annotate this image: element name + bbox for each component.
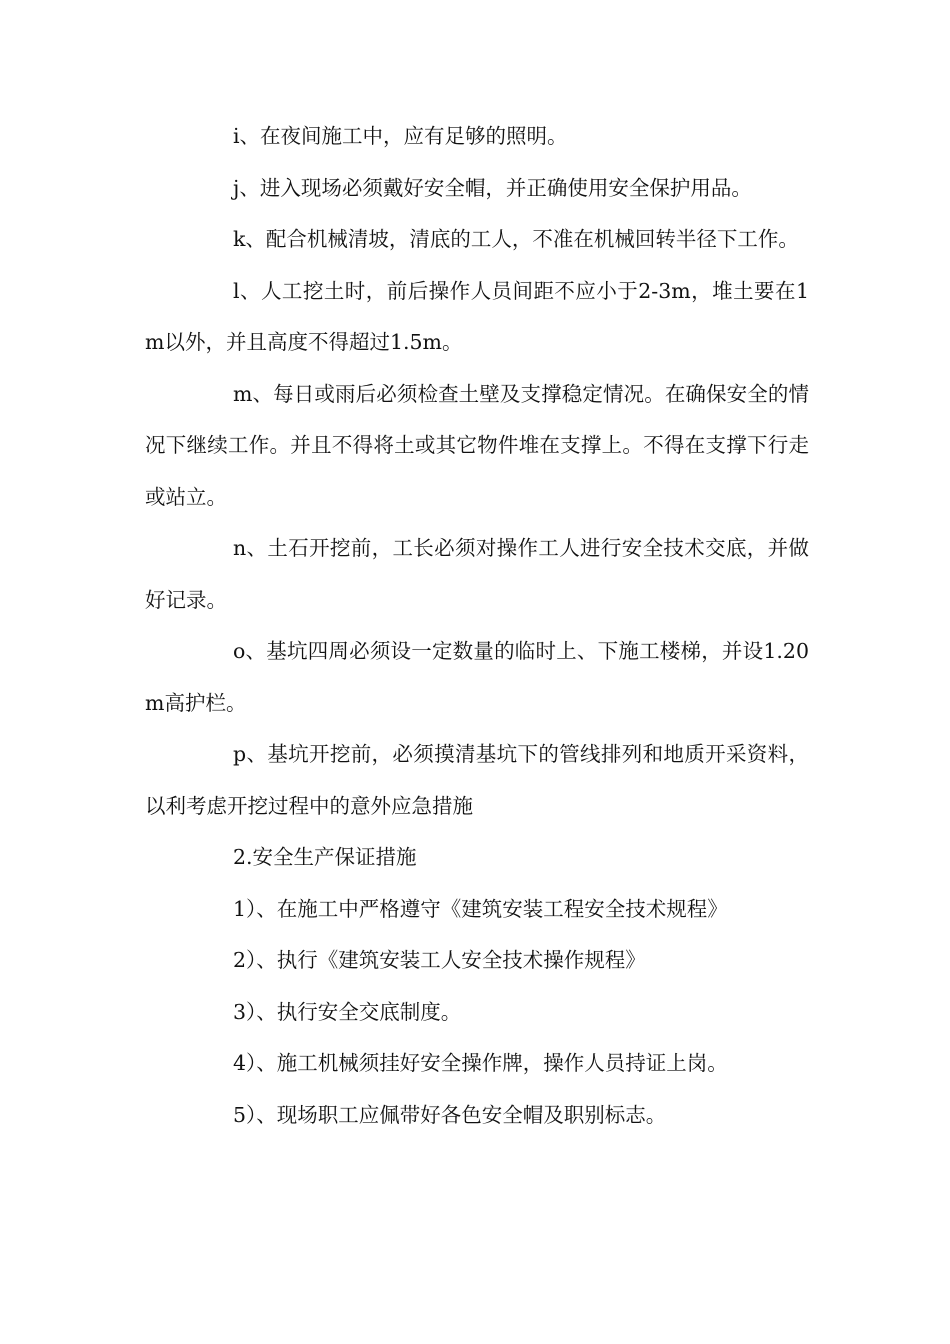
list-item-5: 5）、现场职工应佩带好各色安全帽及职别标志。 (233, 1102, 667, 1127)
paragraph-m-daily-inspection: m、每日或雨后必须检查土壁及支撑稳定情况。在确保安全的情况下继续工作。并且不得将土或其它物件堆在支撑上。不得在支撑下行走或站立。 (145, 381, 809, 509)
paragraph-j-safety-helmet: j、进入现场必须戴好安全帽，并正确使用安全保护用品。 (233, 175, 752, 200)
list-item-3: 3）、执行安全交底制度。 (233, 999, 462, 1024)
paragraph-k-machine-radius: k、配合机械清坡，清底的工人，不准在机械回转半径下工作。 (233, 227, 799, 251)
list-item-2: 2）、执行《建筑安装工人安全技术操作规程》 (233, 948, 646, 972)
document-body (145, 111, 809, 1141)
paragraph-n-safety-briefing: n、土石开挖前，工长必须对操作工人进行安全技术交底，并做好记录。 (145, 536, 809, 612)
section-heading-safety-measures: 2.安全生产保证措施 (233, 845, 417, 869)
paragraph-l-manual-excavation: l、人工挖土时，前后操作人员间距不应小于2-3m，堆土要在1m以外，并且高度不得超过1.5m。 (145, 278, 809, 354)
paragraph-i-night-lighting: i、在夜间施工中，应有足够的照明。 (233, 124, 568, 148)
list-item-1: 1）、在施工中严格遵守《建筑安装工程安全技术规程》 (233, 896, 728, 921)
paragraph-o-stairs-guardrail: o、基坑四周必须设一定数量的临时上、下施工楼梯，并设1.20m高护栏。 (145, 639, 809, 715)
paragraph-p-pipeline-survey: p、基坑开挖前，必须摸清基坑下的管线排列和地质开采资料，以利考虑开挖过程中的意外应急措施 (145, 742, 809, 818)
list-item-4: 4）、施工机械须挂好安全操作牌，操作人员持证上岗。 (233, 1051, 728, 1075)
